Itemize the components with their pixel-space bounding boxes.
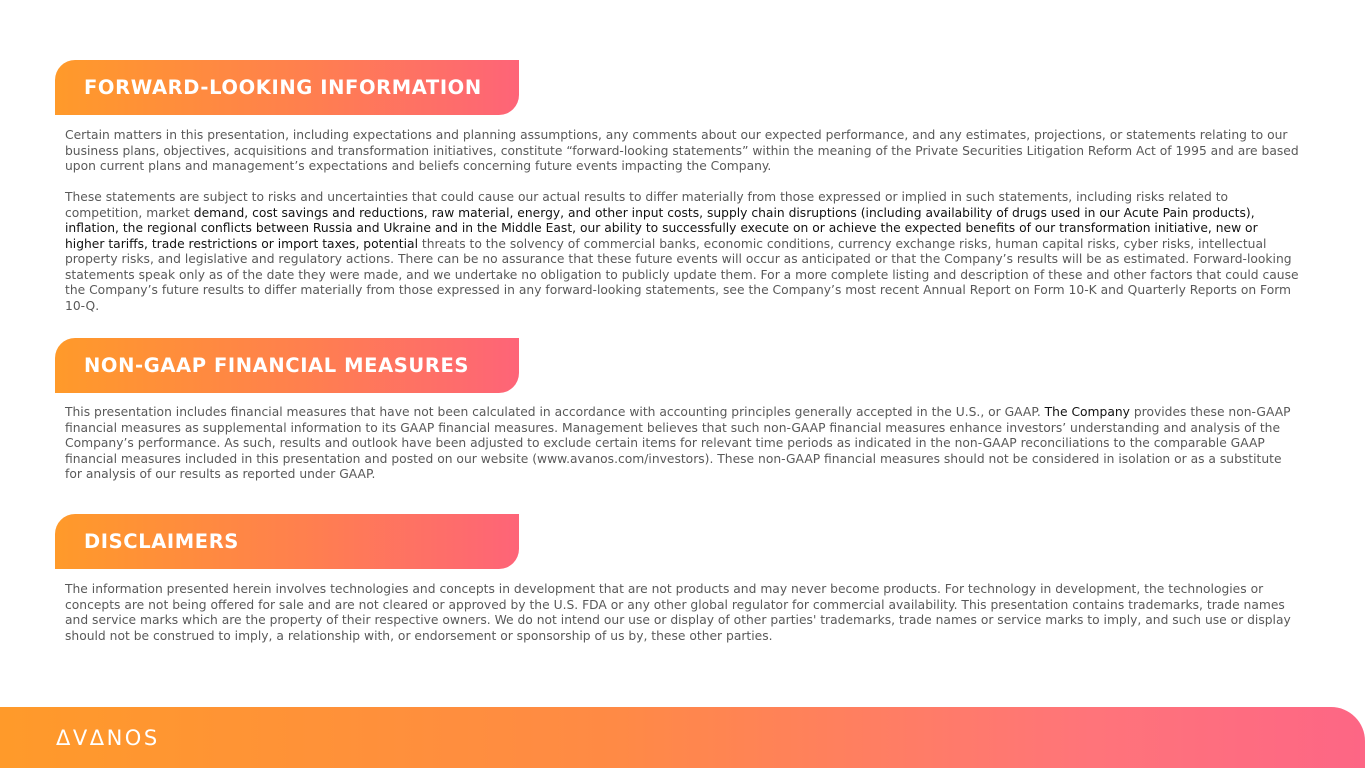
forward-looking-paragraph-1: Certain matters in this presentation, including expectations and planning assumptions, any comments about our expected performance, and any estimates, projections, or statements relating to our business plans, objectives, acquisitions and transformation initiatives, constitute “forward-looking statements” within the meaning of the Private Securities Litigation Reform Act of 1995 and are based upon current plans and management’s expectations and beliefs concerning future events impacting the Company. (65, 128, 1299, 173)
disclaimers-body (65, 582, 1300, 644)
avanos-logo: ΔVΔNOS (56, 726, 160, 750)
forward-looking-header (55, 60, 519, 115)
non-gaap-title: NON-GAAP FINANCIAL MEASURES (84, 354, 470, 377)
forward-looking-paragraph-2 (65, 190, 1300, 314)
non-gaap-text-rest: provides these non-GAAP financial measures as supplemental information to its GAAP financial measures. Management believes that such non-GAAP financial measures enhance investors’ understanding and analysis of the Company’s performance. As such, results and outlook have been adjusted to exclude certain items for relevant time periods as indicated in the non-GAAP reconciliations to the comparable GAAP financial measures included in this presentation and posted on our website (www.avanos.com/investors). These non-GAAP financial measures should not be considered in isolation or as a substitute for analysis of our results as reported under GAAP. (65, 405, 1291, 481)
disclaimers-paragraph: The information presented herein involves technologies and concepts in development that are not products and may never become products. For technology in development, the technologies or concepts are not being offered for sale and are not cleared or approved by the U.S. FDA or any other global regulator for commercial availability. This presentation contains trademarks, trade names and service marks which are the property of their respective owners. We do not intend our use or display of other parties' trademarks, trade names or service marks to imply, and such use or display should not be construed to imply, a relationship with, or endorsement or sponsorship of us by, these other parties. (65, 582, 1291, 643)
disclaimers-header (55, 514, 519, 569)
non-gaap-paragraph (65, 405, 1300, 483)
non-gaap-header (55, 338, 519, 393)
non-gaap-text-intro: This presentation includes financial measures that have not been calculated in accordance with accounting principles generally accepted in the U.S., or GAAP. (65, 405, 1045, 419)
risk-text-rest: threats to the solvency of commercial banks, economic conditions, currency exchange risks, human capital risks, cyber risks, intellectual property risks, and legislative and regulatory actions. There can be no assurance that these future events will occur as anticipated or that the Company’s results will be as estimated. Forward-looking statements speak only as of the date they were made, and we undertake no obligation to publicly update them. For a more complete listing and description of these and other factors that could cause the Company’s future results to differ materially from those expressed in any forward-looking statements, see the Company’s most recent Annual Report on Form 10-K and Quarterly Reports on Form 10-Q. (65, 236, 1299, 313)
risk-text-emphasis: demand, cost savings and reductions, raw material, energy, and other input costs, supply chain disruptions (including availability of drugs used in our Acute Pain products), inflation, the regional conflicts between Russia and Ukraine and in the Middle East, our ability to successfully execute on or achieve the expected benefits of our transformation initiative, new or higher tariffs, trade restrictions or import taxes, potential (65, 205, 1258, 251)
footer-bar (0, 707, 1365, 768)
disclaimers-title: DISCLAIMERS (84, 530, 239, 553)
non-gaap-text-company: The Company (1044, 405, 1130, 419)
forward-looking-title: FORWARD-LOOKING INFORMATION (84, 76, 482, 99)
risk-text-intro: These statements are subject to risks and uncertainties that could cause our actual results to differ materially from those expressed or implied in such statements, including risks related to competition, market (65, 190, 1229, 220)
non-gaap-body (65, 405, 1300, 483)
forward-looking-body (65, 128, 1300, 314)
